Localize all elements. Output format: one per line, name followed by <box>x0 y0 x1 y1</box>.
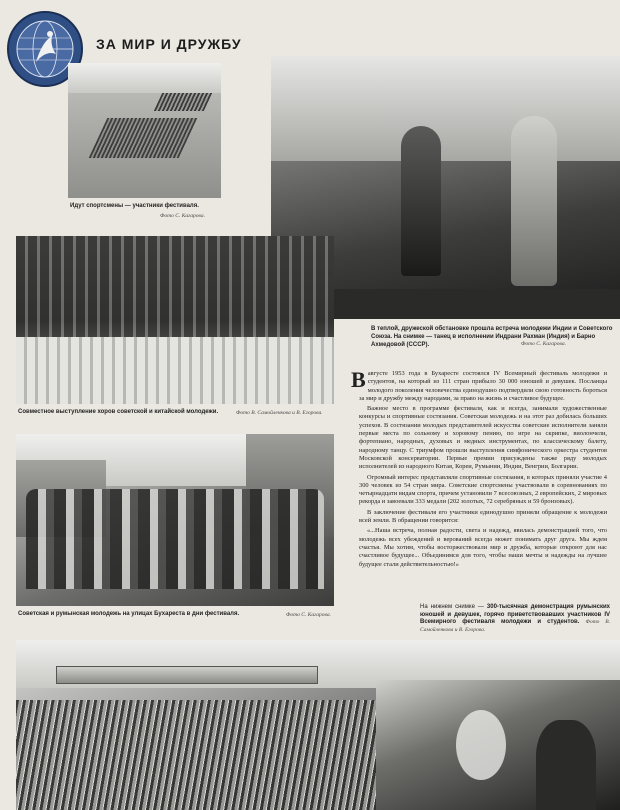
choirs-photo <box>16 236 334 404</box>
demonstration-credit: Фото В. Самойленкова и В. Егорова. <box>420 619 610 633</box>
article-paragraph-5: «...Наша встреча, полная радости, света и надежд, явилась демонстрацией того, что молодежь всех убеждений и верований всегда может понимать друг друга. Мы ждем счастья. Мы хотим, чтобы восторжествовали мир и дружба, которые откроют для нас счастливое будущее... Объединимся для того, чтобы наши мечты и надежды на лучшее будущее стали действительностью!» <box>359 527 607 568</box>
choirs-credit: Фото В. Самойленкова и В. Егорова. <box>236 410 323 416</box>
sportsmen-credit: Фото С. Кагарова. <box>160 213 205 219</box>
sportsmen-parade-photo <box>68 63 221 198</box>
article-body <box>351 367 607 569</box>
street-photo <box>16 434 334 606</box>
demonstration-caption-text: 300-тысячная демонстрация румынских юношей и девушек, горячо приветствовавших участников IV Всемирного фестиваля молодежи и студентов. <box>420 604 610 625</box>
dance-credit: Фото С. Кагарова. <box>521 341 566 347</box>
choirs-caption: Совместное выступление хоров советской и китайской молодежи. <box>18 409 219 415</box>
article-dropcap: В <box>351 367 366 392</box>
dance-caption: В теплой, дружеской обстановке прошла встреча молодежи Индии и Советского Союза. На снимке — танец в исполнении Индрани Рахман (Индия) и Барно Ахмедовой (СССР). <box>371 326 613 348</box>
street-caption: Советская и румынская молодежь на улицах Бухареста в дни фестиваля. <box>18 611 240 617</box>
demonstration-caption <box>420 604 610 634</box>
sportsmen-caption: Идут спортсмены — участники фестиваля. <box>70 203 199 209</box>
article-paragraph-3: Огромный интерес представляли спортивные состязания, в которых приняли участие 4 300 человек из 54 стран мира. Советские спортсмены участвовали в соревнованиях по четырнадцати видам спорта, причем установили 7 всесоюзных, 2 европейских, 2 мировых рекорда и завоевали 333 медали (202 золотых, 72 серебряных и 59 бронзовых). <box>359 473 607 506</box>
demonstration-photo <box>16 640 620 810</box>
street-credit: Фото С. Кагарова. <box>286 612 331 618</box>
article-paragraph-1: августе 1953 года в Бухаресте состоялся IV Всемирный фестиваль молодежи и студентов, на который из 111 стран прибыло 30 000 юношей и девушек. Посланцы молодого поколения человечества единодушно подтвердили свою готовность бороться за мир и дружбу между народами, за право на жизнь и счастливое будущее. <box>359 370 607 402</box>
article-paragraph-4: В заключение фестиваля его участники единодушно приняли обращение к молодежи всей земли. В обращении говорится: <box>359 508 607 525</box>
page-title: ЗА МИР И ДРУЖБУ <box>96 36 242 52</box>
demonstration-caption-prefix: На нижнем снимке — <box>420 604 487 610</box>
article-paragraph-2: Важное место в программе фестиваля, как и всегда, занимали художественные конкурсы и спортивные состязания. Советская молодежь и на этот раз добилась больших успехов. В состязании молодых представителей искусства советские исполнители заняли первые места по сольному и хоровому пению, по игре на скрипке, виолончели, фортепиано, народных, духовых и медных инструментах, по классическому балету, народному танцу. С триумфом прошли выступления симфонического оркестра студентов Московской консерватории. Первые премии присуждены также ряду молодых исполнителей из народного Китая, Кореи, Румынии, Индии, Венгрии, Болгарии. <box>359 405 607 471</box>
